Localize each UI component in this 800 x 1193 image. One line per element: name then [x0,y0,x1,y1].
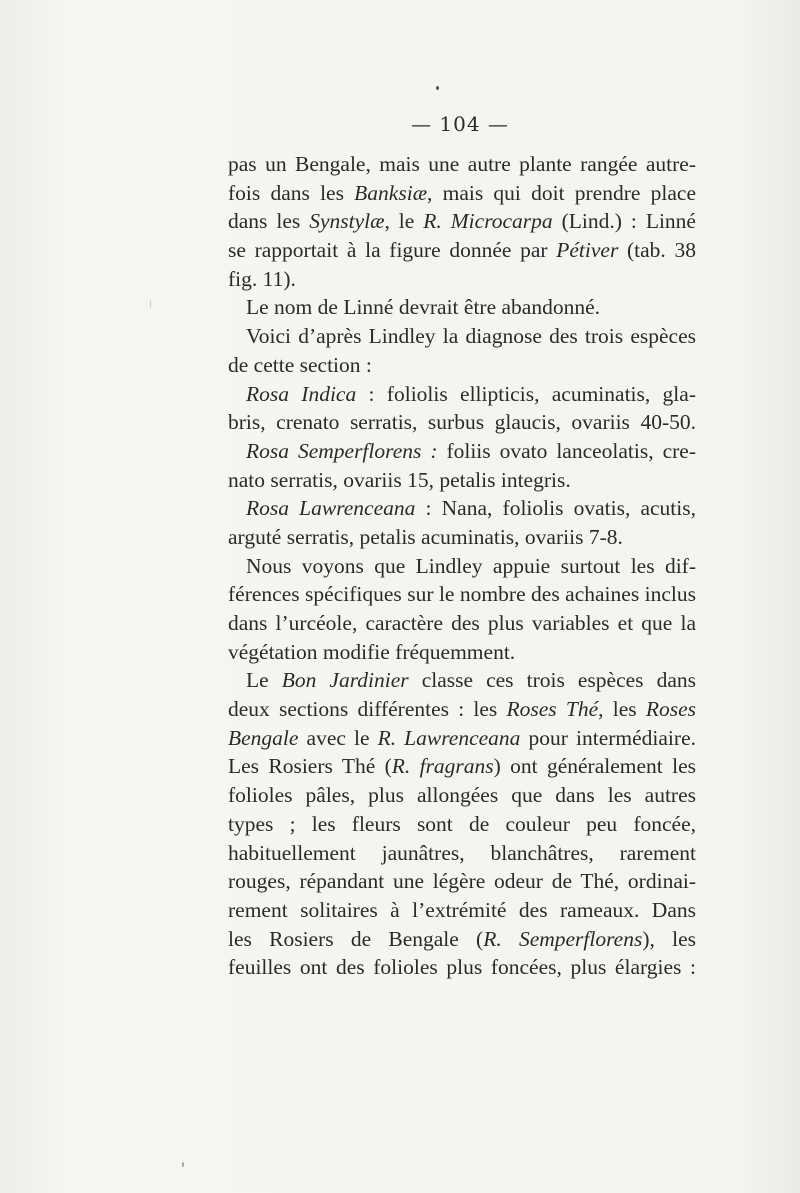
text-run: bris, crenato serratis, surbus glaucis, ovariis 40-50. [228,410,696,435]
text-run: : Nana, foliolis ovatis, acutis, [415,496,696,521]
italic-term: Banksiæ [354,180,428,205]
italic-term: Rosa Indica [246,381,357,406]
text-run: ) ont généralement les [493,754,696,779]
text-line [228,408,696,437]
italic-term: Synstylæ [309,209,385,234]
text-run: (Lind.) : Linné [552,209,696,234]
text-run: , les [598,697,646,722]
text-line [228,839,696,868]
text-run: folioles pâles, plus allongées que dans les autres [228,783,696,808]
italic-term: R. Semperflorens [483,926,643,951]
text-run: rement solitaires à l’extrémité des rameaux. Dans [228,897,696,922]
text-run: feuilles ont des folioles plus foncées, plus élargies : [228,955,696,980]
text-run: arguté serratis, petalis acuminatis, ovariis 7-8. [228,524,623,549]
text-run: fig. 11). [228,266,296,291]
text-run: les Rosiers de Bengale ( [228,926,484,951]
italic-term: Bengale [228,725,299,750]
text-run: Nous voyons que Lindley appuie surtout les dif- [246,553,696,578]
text-line [228,867,696,896]
body-text [228,150,696,982]
italic-term: Bon Jardinier [281,668,409,693]
text-line [228,523,696,552]
text-run: Voici d’après Lindley la diagnose des trois espèces [246,324,696,349]
text-line [228,925,696,954]
text-line [228,437,696,466]
text-line [228,380,696,409]
text-run: classe ces trois espèces dans [408,668,696,693]
paper-speck [436,86,439,90]
text-line [228,179,696,208]
text-line [228,752,696,781]
text-run: types ; les fleurs sont de couleur peu foncée, [228,811,696,836]
text-run: Le [246,668,282,693]
text-line [228,896,696,925]
text-line [228,293,696,322]
italic-term: R. Lawrenceana [377,725,521,750]
text-run: férences spécifiques sur le nombre des achaines inclus [228,582,696,607]
text-line [228,207,696,236]
text-line [228,494,696,523]
text-run: pas un Bengale, mais une autre plante rangée autre- [228,152,696,176]
italic-term: Rosa Semperflorens : [246,438,438,463]
text-run: foliis ovato lanceolatis, cre- [437,438,696,463]
text-line [228,666,696,695]
text-run: : foliolis ellipticis, acuminatis, gla- [356,381,696,406]
italic-term: Roses Thé [506,697,599,722]
text-line [228,695,696,724]
text-run: Le nom de Linné devrait être abandonné. [246,295,601,320]
text-run: (tab. 38 [618,238,696,263]
text-run: pour intermédiaire. [520,725,696,750]
text-line [228,322,696,351]
text-run: dans les [228,209,310,234]
italic-term: R. fragrans [391,754,494,779]
italic-term: Rosa Lawrenceana [246,496,416,521]
text-run: rouges, répandant une légère odeur de Thé, ordinai- [228,869,696,894]
text-run: , mais qui doit prendre place [427,180,696,205]
text-run: de cette section : [228,352,372,377]
text-line [228,953,696,982]
paper-speck [150,300,151,308]
text-line [228,150,696,179]
text-run: , le [384,209,424,234]
text-line [228,236,696,265]
text-run: deux sections différentes : les [228,697,507,722]
text-line [228,580,696,609]
text-run: fois dans les [228,180,355,205]
text-run: végétation modifie fréquemment. [228,639,516,664]
text-run: nato serratis, ovariis 15, petalis integris. [228,467,571,492]
paper-speck [182,1162,184,1167]
italic-term: Roses [645,697,696,722]
italic-term: Pétiver [556,238,619,263]
text-line [228,609,696,638]
text-line [228,638,696,667]
text-line [228,781,696,810]
text-line [228,265,696,294]
text-run: se rapportait à la figure donnée par [228,238,557,263]
text-run: habituellement jaunâtres, blanchâtres, rarement [228,840,696,865]
text-line [228,810,696,839]
italic-term: R. Microcarpa [423,209,553,234]
text-line [228,351,696,380]
text-line [228,552,696,581]
text-line [228,466,696,495]
text-run: ), les [642,926,697,951]
text-line [228,724,696,753]
text-run: dans l’urcéole, caractère des plus variables et que la [228,611,696,635]
text-run: avec le [298,725,378,750]
text-run: Les Rosiers Thé ( [228,754,392,779]
page-number: — 104 — [411,112,509,136]
